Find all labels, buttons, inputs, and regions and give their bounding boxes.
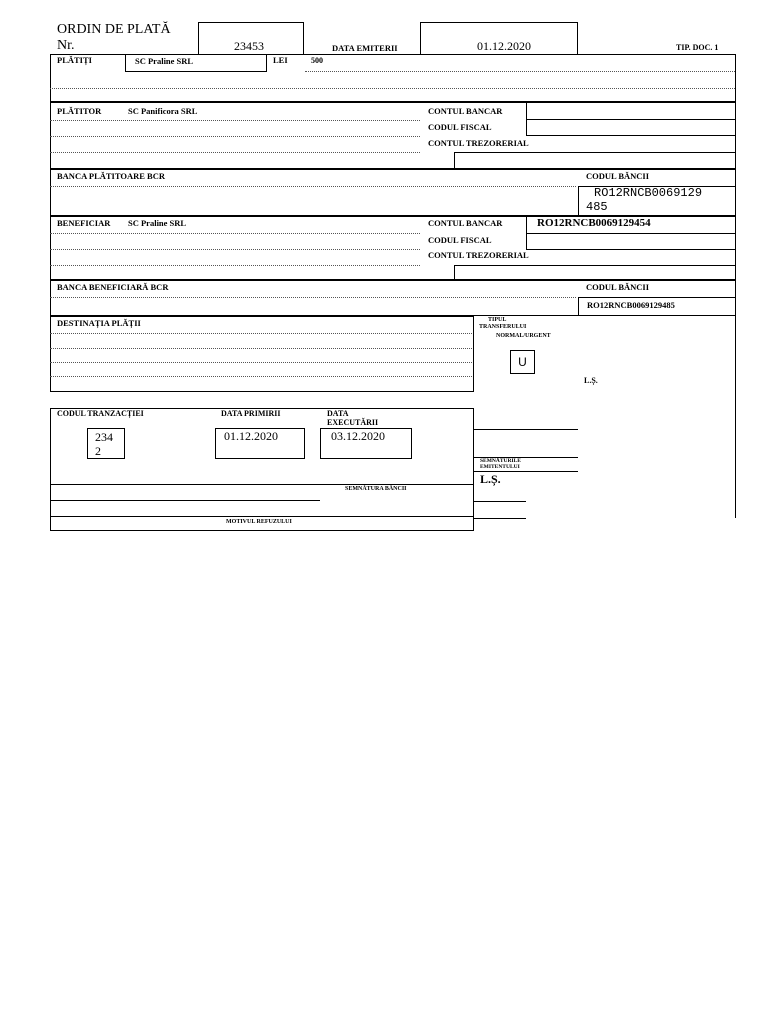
semnaturile-label-1: SEMNĂTURILE: [480, 458, 521, 464]
banca-platitoare-label: BANCA PLĂTITOARE BCR: [57, 171, 166, 181]
beneficiar-dotted-1: [50, 233, 420, 234]
beneficiar-divider-h3: [454, 265, 736, 266]
beneficiar-divider-v2: [454, 265, 455, 280]
destinatia-dotted-3: [50, 362, 472, 363]
banca-beneficiara-divider-h: [578, 297, 736, 298]
page-title: ORDIN DE PLATĂ: [57, 22, 171, 37]
sig-line-5: [474, 518, 526, 519]
platitor-divider-v2: [454, 152, 455, 169]
platitor-divider-h3: [454, 152, 736, 153]
plati-dotted-1: [305, 71, 735, 72]
data-executarii-label-1: DATA: [327, 409, 349, 418]
plati-label: PLĂTIȚI: [57, 55, 92, 65]
banca-platitoare-cod-value-2: 485: [586, 200, 608, 214]
stamp-ls-1: L.Ș.: [584, 376, 598, 385]
beneficiar-value: SC Praline SRL: [128, 218, 187, 228]
plati-value: SC Praline SRL: [135, 56, 194, 66]
platitor-divider-h1: [526, 119, 736, 120]
transfer-type-value: U: [518, 355, 527, 369]
banca-platitoare-dotted: [50, 186, 576, 187]
data-executarii-label-2: EXECUTĂRII: [327, 418, 379, 427]
lei-value: 500: [311, 56, 323, 65]
nr-label: Nr.: [57, 38, 75, 53]
plati-dotted-2: [50, 88, 735, 89]
semnatura-banca-label: SEMNĂTURA BĂNCII: [345, 486, 407, 492]
lei-label: LEI: [273, 55, 288, 65]
banca-platitoare-cod-label: CODUL BĂNCII: [586, 171, 650, 181]
beneficiar-cod-fiscal-label: CODUL FISCAL: [428, 235, 492, 245]
beneficiar-cont-trezorerial-label: CONTUL TREZORERIAL: [428, 250, 529, 260]
motiv-line: [50, 516, 474, 517]
banca-beneficiara-cod-label: CODUL BĂNCII: [586, 282, 650, 292]
tranzactie-section: [50, 408, 474, 531]
beneficiar-divider-h1: [526, 233, 736, 234]
transfer-label-2: TRANSFERULUI: [479, 324, 527, 330]
right-edge-line: [735, 316, 736, 518]
destinatia-dotted-1: [50, 333, 472, 334]
platitor-cod-fiscal-label: CODUL FISCAL: [428, 122, 492, 132]
destinatia-dotted-2: [50, 348, 472, 349]
data-primirii-label: DATA PRIMIRII: [221, 409, 281, 418]
date-issued-value: 01.12.2020: [477, 39, 531, 53]
semnatura-banca-line: [325, 484, 455, 485]
sig-line-4: [474, 501, 526, 502]
sig-line-1: [474, 429, 578, 430]
motiv-refuzului-label: MOTIVUL REFUZULUI: [226, 519, 292, 525]
banca-platitoare-divider-v: [578, 186, 579, 216]
banca-platitoare-cod-value-1: RO12RNCB0069129: [594, 186, 703, 200]
stamp-ls-2: L.Ș.: [480, 472, 501, 486]
platitor-dotted-3: [50, 152, 420, 153]
destinatia-dotted-4: [50, 376, 472, 377]
cod-tranzactie-value-1: 234: [95, 430, 113, 444]
beneficiar-cont-bancar-label: CONTUL BANCAR: [428, 218, 503, 228]
doc-type-label: TIP. DOC. 1: [676, 43, 719, 52]
platitor-dotted-1: [50, 120, 420, 121]
beneficiar-cont-bancar-value: RO12RNCB0069129454: [537, 217, 651, 229]
data-primirii-value: 01.12.2020: [224, 429, 278, 443]
beneficiar-label: BENEFICIAR: [57, 218, 111, 228]
transfer-label-1: TIPUL: [488, 317, 507, 323]
destinatia-label: DESTINAȚIA PLĂȚII: [57, 318, 141, 328]
banca-beneficiara-label: BANCA BENEFICIARĂ BCR: [57, 282, 169, 292]
banca-beneficiara-cod-value: RO12RNCB0069129485: [587, 300, 675, 310]
tranzactie-line-2: [50, 500, 320, 501]
date-issued-label: DATA EMITERII: [332, 43, 398, 53]
platitor-value: SC Panificora SRL: [128, 106, 198, 116]
cod-tranzactie-value-2: 2: [95, 444, 101, 458]
platitor-divider-h2: [526, 135, 736, 136]
platitor-dotted-2: [50, 136, 420, 137]
cod-tranzactie-label: CODUL TRANZACȚIEI: [57, 409, 144, 418]
banca-beneficiara-dotted: [50, 297, 576, 298]
platitor-label: PLĂTITOR: [57, 106, 102, 116]
banca-beneficiara-divider-v: [578, 297, 579, 316]
beneficiar-divider-h2: [526, 249, 736, 250]
platitor-cont-bancar-label: CONTUL BANCAR: [428, 106, 503, 116]
beneficiar-dotted-3: [50, 265, 420, 266]
data-executarii-value: 03.12.2020: [331, 429, 385, 443]
nr-value: 23453: [234, 39, 264, 53]
platitor-cont-trezorerial-label: CONTUL TREZORERIAL: [428, 138, 529, 148]
beneficiar-dotted-2: [50, 249, 420, 250]
transfer-label-3: NORMAL/URGENT: [496, 333, 551, 339]
semnaturile-label-2: EMITENTULUI: [480, 464, 520, 470]
